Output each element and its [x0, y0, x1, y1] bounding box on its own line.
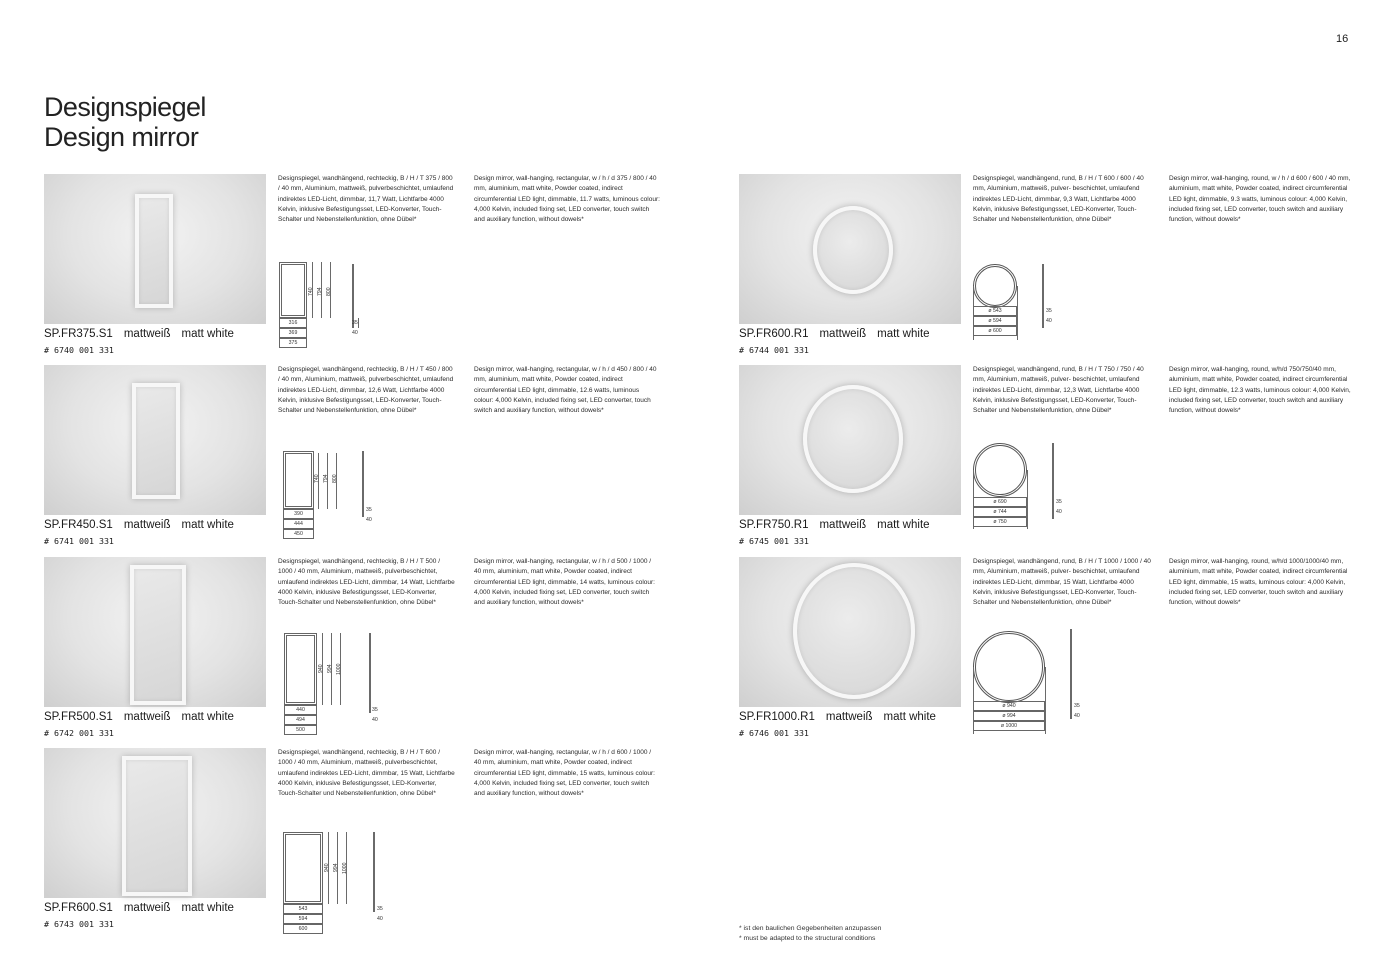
page-title: [44, 92, 206, 152]
finish-english: matt white: [181, 519, 234, 531]
footnote-english: * must be adapted to the structural conditions: [739, 935, 876, 942]
description-english: Design mirror, wall-hanging, rectangular, w / h / d 450 / 800 / 40 mm, aluminium, matt white, Powder coated, indirect circumferential LED light, dimmable, 12.6 watts, luminous colour: 4,000 Kelvin, included fixing set, LED converter, touch switch and auxiliary function, without dowels*: [474, 366, 657, 415]
dimension-drawing: [973, 262, 1083, 352]
finish-english: matt white: [883, 711, 936, 723]
width-dim-1: 440: [296, 707, 305, 713]
depth-dim-1: 35: [366, 507, 372, 513]
width-dim-3: 375: [288, 340, 298, 346]
width-dim-2: ø 744: [993, 509, 1007, 515]
finish-english: matt white: [181, 711, 234, 723]
height-dim-1: 740: [314, 474, 320, 483]
width-dim-2: 594: [298, 916, 308, 922]
finish-english: matt white: [877, 328, 930, 340]
description-english: Design mirror, wall-hanging, round, w / h / d 600 / 600 / 40 mm, aluminium, matt white, Powder coated, indirect circumferential LED light, dimmable, 9.3 watts, luminous colour: 4,000 Kelvin, included fixing set, LED converter, touch switch and auxiliary function, without dowels*: [1169, 175, 1351, 224]
article-number: # 6742 001 331: [44, 728, 114, 738]
model-name: SP.FR600.R1: [739, 328, 809, 340]
description-english: Design mirror, wall-hanging, rectangular, w / h / d 600 / 1000 / 40 mm, aluminium, matt white, Powder coated, indirect circumferential LED light, dimmable, 15 watts, luminous colour: 4,000 Kelvin, included fixing set, LED converter, touch switch and auxiliary function, without dowels*: [474, 749, 655, 798]
width-dim-2: ø 994: [1002, 713, 1016, 719]
product-sp-fr600-r1: [739, 174, 1379, 364]
front-view-inner: [285, 453, 312, 507]
article-number: # 6740 001 331: [44, 345, 114, 355]
height-dim-2: 994: [327, 664, 333, 673]
product-sp-fr500-s1: [44, 557, 684, 747]
finish-german: mattweiß: [825, 711, 873, 723]
height-dim-1: 940: [324, 863, 330, 872]
product-photo: [739, 174, 961, 324]
product-label: [44, 328, 245, 340]
width-dim-2: 369: [288, 330, 298, 336]
article-number: # 6746 001 331: [739, 728, 809, 738]
width-dim-1: 390: [294, 511, 303, 517]
width-dim-1: 543: [298, 906, 308, 912]
dim-guide-right: [1027, 470, 1028, 529]
finish-english: matt white: [877, 519, 930, 531]
width-dim-2: 494: [296, 717, 305, 723]
model-name: SP.FR500.S1: [44, 711, 113, 723]
height-dim-3: 1000: [342, 862, 348, 874]
title-german: Designspiegel: [44, 92, 206, 122]
dimension-drawing: [973, 441, 1083, 531]
description-german: Designspiegel, wandhängend, rechteckig, B / H / T 500 / 1000 / 40 mm, Aluminium, mattweiß, pulverbeschichtet, umlaufend indirektes LED-Licht, dimmbar, 14 Watt, Lichtfarbe 4000 Kelvin, inklusive Befestigungsset, LED-Konverter, Touch-Schalter und Nebenstellenfunktion, ohne Dübel*: [278, 558, 455, 607]
side-view: [1042, 264, 1044, 328]
product-label: [739, 711, 947, 723]
product-sp-fr375-s1: [44, 174, 684, 364]
mirror-image: [122, 756, 192, 896]
product-photo: [739, 365, 961, 515]
model-name: SP.FR600.S1: [44, 902, 113, 914]
description-german: Designspiegel, wandhängend, rund, B / H / T 600 / 600 / 40 mm, Aluminium, mattweiß, pulver- beschichtet, umlaufend indirektes LED-Licht, dimmbar, 9,3 Watt, Lichtfarbe 4000 Kelvin, inklusive Befestigungsset, LED-Konverter, Touch-Schalter und Nebenstellenfunktion, ohne Dübel*: [973, 175, 1144, 224]
product-sp-fr1000-r1: [739, 557, 1379, 747]
width-dim-3: ø 750: [993, 519, 1007, 525]
finish-english: matt white: [181, 902, 234, 914]
front-view-inner: [285, 834, 321, 902]
product-photo: [44, 365, 266, 515]
product-label: [44, 902, 245, 914]
product-label: [739, 328, 941, 340]
width-dim-2: ø 594: [988, 318, 1002, 324]
title-english: Design mirror: [44, 122, 199, 152]
product-photo: [44, 557, 266, 707]
depth-dim-2: 40: [1046, 318, 1052, 324]
height-dim-1: 740: [308, 287, 314, 296]
width-dim-1: ø 543: [988, 308, 1002, 314]
front-view-inner: [281, 264, 305, 316]
width-dim-3: 450: [294, 531, 303, 537]
width-dim-3: ø 600: [988, 328, 1002, 334]
front-view-inner: [975, 266, 1015, 306]
product-label: [44, 711, 245, 723]
depth-dim-2: 40: [1074, 713, 1080, 719]
height-dim-2: 794: [317, 287, 323, 296]
product-photo: [44, 174, 266, 324]
side-view: [1070, 629, 1072, 719]
description-english: Design mirror, wall-hanging, round, w/h/d 750/750/40 mm, aluminium, matt white, Powder coated, indirect circumferential LED light, dimmable, 12.3 watts, luminous colour: 4,000 Kelvin, included fixing set, LED converter, touch switch and auxiliary function, without dowels*: [1169, 366, 1351, 415]
dimension-drawing: [278, 633, 388, 733]
footnote-german: * ist den baulichen Gegebenheiten anzupassen: [739, 925, 882, 932]
product-label: [44, 519, 245, 531]
width-dim-3: ø 1000: [1000, 723, 1018, 729]
article-number: # 6744 001 331: [739, 345, 809, 355]
depth-dim-2: 40: [366, 517, 372, 523]
depth-dim-2: 40: [352, 330, 358, 336]
front-view-inner: [975, 445, 1025, 495]
mirror-image: [132, 383, 180, 499]
dim-guide-right: [1017, 286, 1018, 340]
side-view: [373, 832, 375, 912]
model-name: SP.FR375.S1: [44, 328, 113, 340]
depth-dim-1: 35: [1056, 499, 1062, 505]
page-number: 16: [1336, 33, 1349, 45]
depth-dim-1: 35: [372, 707, 378, 713]
product-photo: [739, 557, 961, 707]
height-dim-1: 940: [318, 664, 324, 673]
finish-german: mattweiß: [123, 519, 171, 531]
product-label: [739, 519, 941, 531]
width-dim-3: 500: [296, 727, 305, 733]
height-dim-3: 800: [326, 287, 332, 296]
finish-german: mattweiß: [819, 519, 867, 531]
width-dim-1: 316: [288, 320, 298, 326]
finish-english: matt white: [181, 328, 234, 340]
description-german: Designspiegel, wandhängend, rund, B / H / T 1000 / 1000 / 40 mm, Aluminium, mattweiß, pulver- beschichtet, umlaufend indirektes LED-Licht, dimmbar, 15 Watt, Lichtfarbe 4000 Kelvin, inklusive Befestigungsset, LED-Konverter, Touch-Schalter und Nebenstellenfunktion, ohne Dübel*: [973, 558, 1151, 607]
finish-german: mattweiß: [819, 328, 867, 340]
description-german: Designspiegel, wandhängend, rund, B / H / T 750 / 750 / 40 mm, Aluminium, mattweiß, pulver- beschichtet, umlaufend indirektes LED-Licht, dimmbar, 12,3 Watt, Lichtfarbe 4000 Kelvin, inklusive Befestigungsset, LED-Konverter, Touch-Schalter und Nebenstellenfunktion, ohne Dübel*: [973, 366, 1144, 415]
finish-german: mattweiß: [123, 328, 171, 340]
mirror-image: [135, 194, 173, 308]
dimension-drawing: [278, 453, 388, 543]
dimension-drawing: [973, 629, 1083, 729]
dimension-drawing: [278, 832, 388, 932]
product-sp-fr600-s1: [44, 748, 684, 938]
description-english: Design mirror, wall-hanging, rectangular, w / h / d 500 / 1000 / 40 mm, aluminium, matt white, Powder coated, indirect circumferential LED light, dimmable, 14 watts, luminous colour: 4,000 Kelvin, included fixing set, LED converter, touch switch and auxiliary function, without dowels*: [474, 558, 655, 607]
height-dim-2: 994: [333, 863, 339, 872]
product-photo: [44, 748, 266, 898]
dim-guide-right: [1045, 667, 1046, 734]
height-dim-2: 794: [323, 474, 329, 483]
side-view: [369, 633, 371, 713]
product-sp-fr750-r1: [739, 365, 1379, 555]
mirror-image: [813, 206, 893, 294]
height-dim-3: 800: [332, 474, 338, 483]
width-dim-1: ø 940: [1002, 703, 1016, 709]
article-number: # 6743 001 331: [44, 919, 114, 929]
width-dim-1: ø 690: [993, 499, 1007, 505]
mirror-image: [793, 563, 915, 699]
depth-dim-1: 35: [377, 906, 383, 912]
article-number: # 6745 001 331: [739, 536, 809, 546]
width-dim-3: 600: [298, 926, 308, 932]
description-english: Design mirror, wall-hanging, round, w/h/d 1000/1000/40 mm, aluminium, matt white, Powder coated, indirect circumferential LED light, dimmable, 15 watts, luminous colour: 4,000 Kelvin, included fixing set, LED converter, touch switch and auxiliary function, without dowels*: [1169, 558, 1348, 607]
footnote: [739, 924, 881, 944]
description-german: Designspiegel, wandhängend, rechteckig, B / H / T 375 / 800 / 40 mm, Aluminium, mattweiß, pulverbeschichtet, umlaufend indirektes LED-Licht, dimmbar, 11,7 Watt, Lichtfarbe 4000 Kelvin, inklusive Befestigungsset, LED-Konverter, Touch-Schalter und Nebenstellenfunktion, ohne Dübel*: [278, 175, 454, 224]
finish-german: mattweiß: [123, 711, 171, 723]
model-name: SP.FR1000.R1: [739, 711, 815, 723]
front-view-inner: [975, 633, 1043, 701]
model-name: SP.FR450.S1: [44, 519, 113, 531]
height-dim-3: 1000: [336, 663, 342, 675]
description-english: Design mirror, wall-hanging, rectangular, w / h / d 375 / 800 / 40 mm, aluminium, matt white, Powder coated, indirect circumferential LED light, dimmable, 11.7 watts, luminous colour: 4,000 Kelvin, included fixing set, LED converter, touch switch and auxiliary function, without dowels*: [474, 175, 660, 224]
side-view: [362, 451, 364, 517]
width-dim-2: 444: [294, 521, 303, 527]
depth-dim-2: 40: [377, 916, 383, 922]
side-view: [1052, 443, 1054, 519]
depth-dim-1: 35: [1074, 703, 1080, 709]
finish-german: mattweiß: [123, 902, 171, 914]
mirror-image: [130, 565, 186, 705]
description-german: Designspiegel, wandhängend, rechteckig, B / H / T 450 / 800 / 40 mm, Aluminium, mattweiß, pulverbeschichtet, umlaufend indirektes LED-Licht, dimmbar, 12,6 Watt, Lichtfarbe 4000 Kelvin, inklusive Befestigungsset, LED-Konverter, Touch-Schalter und Nebenstellenfunktion, ohne Dübel*: [278, 366, 454, 415]
mirror-image: [803, 385, 903, 493]
depth-dim-1: 35: [352, 320, 358, 326]
model-name: SP.FR750.R1: [739, 519, 809, 531]
depth-dim-2: 40: [372, 717, 378, 723]
article-number: # 6741 001 331: [44, 536, 114, 546]
depth-dim-2: 40: [1056, 509, 1062, 515]
description-german: Designspiegel, wandhängend, rechteckig, B / H / T 600 / 1000 / 40 mm, Aluminium, mattweiß, pulverbeschichtet, umlaufend indirektes LED-Licht, dimmbar, 15 Watt, Lichtfarbe 4000 Kelvin, inklusive Befestigungsset, LED-Konverter, Touch-Schalter und Nebenstellenfunktion, ohne Dübel*: [278, 749, 455, 798]
depth-dim-1: 35: [1046, 308, 1052, 314]
front-view-inner: [286, 635, 315, 703]
dimension-drawing: [278, 262, 388, 352]
product-sp-fr450-s1: [44, 365, 684, 555]
